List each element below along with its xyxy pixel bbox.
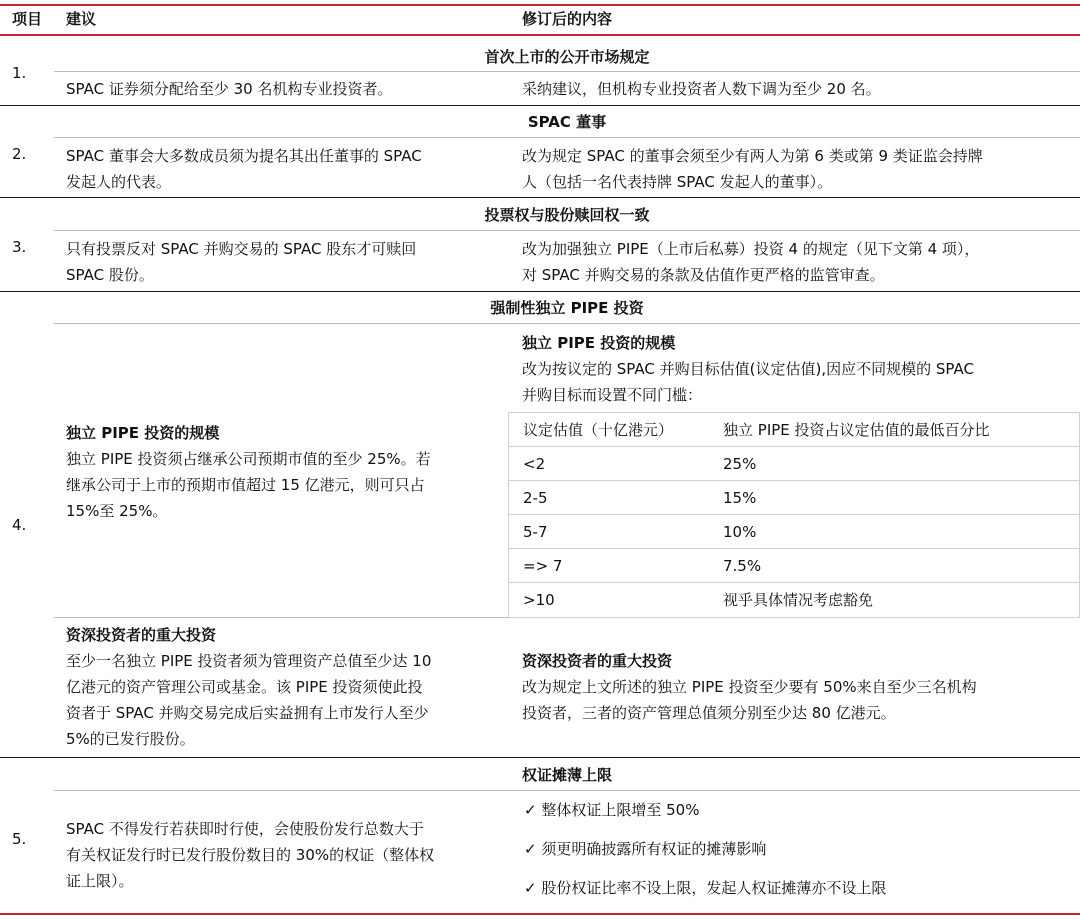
percent-cell: 视乎具体情况考虑豁免 (723, 591, 874, 609)
revised-text: 人（包括一名代表持牌 SPAC 发起人的董事）。 (522, 173, 833, 191)
valuation-cell: => 7 (523, 557, 563, 575)
suggestion-text: SPAC 不得发行若获即时行使，会使股份发行总数大于 (66, 820, 424, 838)
section-title: 权证摊薄上限 (521, 766, 612, 784)
suggestion-text: 只有投票反对 SPAC 并购交易的 SPAC 股东才可赎回 (66, 240, 417, 258)
section-4-rule (0, 291, 1080, 292)
section-title: 首次上市的公开市场规定 (484, 48, 650, 66)
suggestion-text: 继承公司于上市的预期市值超过 15 亿港元，则可只占 (66, 476, 425, 494)
table-row (509, 549, 1079, 583)
bottom-rule (0, 913, 1080, 915)
suggestion-text: 有关权证发行时已发行股份数目的 30%的权证（整体权 (66, 846, 435, 864)
percent-cell: 25% (723, 455, 757, 473)
percent-cell: 10% (723, 523, 757, 541)
threshold-table-header (509, 413, 1079, 447)
section-title: SPAC 董事 (527, 113, 607, 131)
check-item: ✓ 股份权证比率不设上限，发起人权证摊薄亦不设上限 (524, 875, 886, 901)
percent-cell: 7.5% (723, 557, 762, 575)
header-item: 项目 (12, 10, 43, 28)
revised-text: 改为规定 SPAC 的董事会须至少有两人为第 6 类或第 9 类证监会持牌 (522, 147, 983, 165)
valuation-cell: <2 (523, 455, 546, 473)
threshold-header-percent: 独立 PIPE 投资占议定估值的最低百分比 (723, 421, 990, 439)
subsection-rule-4 (54, 617, 508, 618)
revised-text: 改为按议定的 SPAC 并购目标估值(议定估值),因应不同规模的 SPAC (522, 360, 974, 378)
revised-text: 采纳建议，但机构专业投资者人数下调为至少 20 名。 (522, 80, 881, 98)
check-item: ✓ 整体权证上限增至 50% (524, 797, 699, 823)
revised-text: 改为加强独立 PIPE（上市后私募）投资 4 的规定（见下文第 4 项）， (522, 240, 980, 258)
suggestion-text: 亿港元的资产管理公司或基金。该 PIPE 投资须使此投 (66, 678, 423, 696)
section-title: 投票权与股份赎回权一致 (484, 206, 650, 224)
suggestion-text: SPAC 股份。 (66, 266, 154, 284)
subsection-heading: 资深投资者的重大投资 (66, 626, 217, 644)
suggestion-text: SPAC 董事会大多数成员须为提名其出任董事的 SPAC (66, 147, 422, 165)
valuation-cell: >10 (523, 591, 555, 609)
suggestion-text: 15%至 25%。 (66, 502, 168, 520)
item-number: 4. (12, 516, 27, 534)
suggestion-text: 5%的已发行股份。 (66, 730, 195, 748)
header-revised: 修订后的内容 (522, 10, 613, 28)
suggestion-text: SPAC 证券须分配给至少 30 名机构专业投资者。 (66, 80, 393, 98)
threshold-header-valuation: 议定估值（十亿港元） (523, 421, 674, 439)
header-suggestion: 建议 (66, 10, 97, 28)
table-row (509, 481, 1079, 515)
percent-cell: 15% (723, 489, 757, 507)
section-title: 强制性独立 PIPE 投资 (490, 299, 644, 317)
item-number: 2. (12, 145, 27, 163)
valuation-cell: 2-5 (523, 489, 548, 507)
header-rule (0, 34, 1080, 36)
check-item: ✓ 须更明确披露所有权证的摊薄影响 (524, 836, 766, 862)
table-row (509, 515, 1079, 549)
table-row (509, 583, 1079, 617)
table-row (509, 447, 1079, 481)
suggestion-text: 资者于 SPAC 并购交易完成后实益拥有上市发行人至少 (66, 704, 429, 722)
suggestion-text: 证上限）。 (66, 872, 134, 890)
suggestion-text: 至少一名独立 PIPE 投资者须为管理资产总值至少达 10 (66, 652, 432, 670)
item-number: 1. (12, 64, 27, 82)
suggestion-text: 独立 PIPE 投资须占继承公司预期市值的至少 25%。若 (66, 450, 431, 468)
revised-text: 投资者，三者的资产管理总值须分别至少达 80 亿港元。 (522, 704, 896, 722)
subsection-heading: 独立 PIPE 投资的规模 (522, 334, 676, 352)
title-rule-1 (54, 71, 1080, 72)
title-rule-4 (54, 323, 1080, 324)
title-rule-5 (54, 790, 1080, 791)
revised-text: 对 SPAC 并购交易的条款及估值作更严格的监管审查。 (522, 266, 885, 284)
section-3-rule (0, 197, 1080, 198)
item-number: 3. (12, 238, 27, 256)
title-rule-3 (54, 230, 1080, 231)
valuation-cell: 5-7 (523, 523, 548, 541)
title-rule-2 (54, 137, 1080, 138)
revised-text: 改为规定上文所述的独立 PIPE 投资至少要有 50%来自至少三名机构 (522, 678, 977, 696)
threshold-table (508, 412, 1080, 618)
section-2-rule (0, 105, 1080, 106)
section-5-rule (0, 757, 1080, 758)
suggestion-text: 发起人的代表。 (66, 173, 172, 191)
item-number: 5. (12, 830, 27, 848)
subsection-heading: 资深投资者的重大投资 (522, 652, 673, 670)
subsection-heading: 独立 PIPE 投资的规模 (66, 424, 220, 442)
revised-text: 并购目标而设置不同门槛： (522, 386, 703, 404)
